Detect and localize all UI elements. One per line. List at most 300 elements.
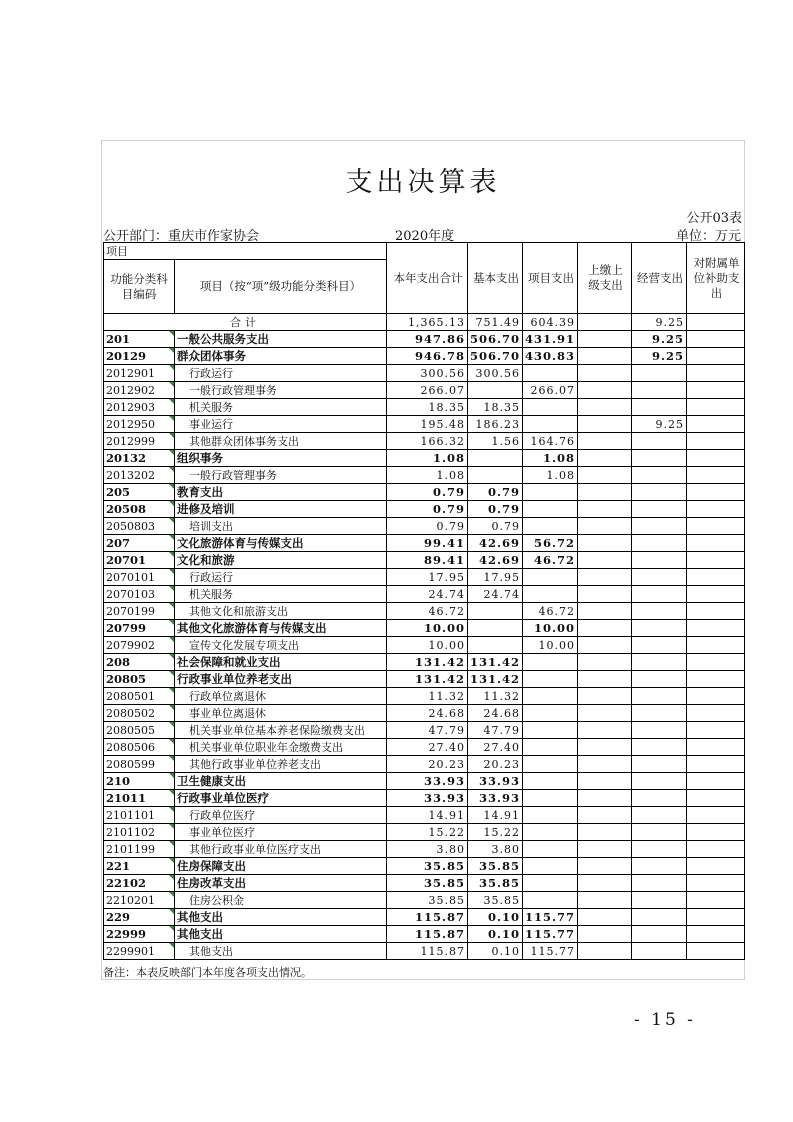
total-business: 9.25 [632,314,687,331]
row-code: 2012950 [104,416,175,433]
row-basic: 24.74 [468,586,523,603]
row-code: 20508 [104,501,175,518]
row-code: 2070101 [104,569,175,586]
unit-label: 单位：万元 [675,229,741,244]
row-upper [578,858,632,875]
row-upper [578,603,632,620]
row-subsidy [687,637,745,654]
table-row [104,773,745,790]
row-upper [578,365,632,382]
row-basic: 0.79 [468,501,523,518]
row-code: 2080506 [104,739,175,756]
row-basic: 47.79 [468,722,523,739]
row-proj: 115.77 [523,926,578,943]
row-proj: 430.83 [523,348,578,365]
row-proj: 56.72 [523,535,578,552]
row-business [632,688,687,705]
row-subsidy [687,586,745,603]
table-row [104,824,745,841]
row-upper [578,688,632,705]
row-code: 2070199 [104,603,175,620]
table-row [104,875,745,892]
row-upper [578,841,632,858]
row-subsidy [687,671,745,688]
row-name: 行政事业单位养老支出 [175,671,387,688]
row-total: 35.85 [387,858,468,875]
row-total: 18.35 [387,399,468,416]
row-subsidy [687,892,745,909]
row-subsidy [687,603,745,620]
row-name: 机关事业单位职业年金缴费支出 [175,739,387,756]
table-row [104,569,745,586]
row-subsidy [687,484,745,501]
row-total: 89.41 [387,552,468,569]
row-business [632,943,687,960]
row-code: 22999 [104,926,175,943]
table-row [104,484,745,501]
header-basic: 基本支出 [468,243,523,314]
row-proj [523,722,578,739]
row-basic: 33.93 [468,773,523,790]
row-upper [578,569,632,586]
table-row [104,331,745,348]
header-code: 功能分类科目编码 [104,260,175,314]
row-proj: 46.72 [523,552,578,569]
row-code: 2012999 [104,433,175,450]
row-proj [523,875,578,892]
row-name: 其他群众团体事务支出 [175,433,387,450]
row-name: 其他支出 [175,909,387,926]
row-code: 2080501 [104,688,175,705]
row-total: 131.42 [387,671,468,688]
row-name: 住房保障支出 [175,858,387,875]
row-basic: 14.91 [468,807,523,824]
row-code: 229 [104,909,175,926]
row-code: 205 [104,484,175,501]
row-proj [523,688,578,705]
row-business [632,501,687,518]
form-code: 公开03表 [686,211,742,226]
department-label: 公开部门：重庆市作家协会 [103,229,260,244]
row-upper [578,467,632,484]
header-proj: 项目支出 [523,243,578,314]
row-name: 其他文化旅游体育与传媒支出 [175,620,387,637]
row-total: 33.93 [387,773,468,790]
row-upper [578,926,632,943]
row-name: 住房改革支出 [175,875,387,892]
row-business [632,773,687,790]
row-total: 35.85 [387,892,468,909]
table-row [104,433,745,450]
row-total: 0.79 [387,518,468,535]
row-subsidy [687,688,745,705]
table-row [104,620,745,637]
row-subsidy [687,943,745,960]
header-business: 经营支出 [632,243,687,314]
row-business [632,654,687,671]
row-proj [523,484,578,501]
row-business: 9.25 [632,348,687,365]
row-upper [578,722,632,739]
row-upper [578,416,632,433]
table-row [104,722,745,739]
table-row [104,552,745,569]
row-basic: 15.22 [468,824,523,841]
row-name: 行政单位离退休 [175,688,387,705]
row-name: 卫生健康支出 [175,773,387,790]
row-basic: 24.68 [468,705,523,722]
row-code: 20129 [104,348,175,365]
row-business [632,926,687,943]
row-name: 其他支出 [175,926,387,943]
row-total: 99.41 [387,535,468,552]
row-business [632,824,687,841]
table-row [104,450,745,467]
row-total: 115.87 [387,943,468,960]
row-subsidy [687,331,745,348]
row-proj [523,416,578,433]
row-upper [578,637,632,654]
row-upper [578,518,632,535]
row-upper [578,620,632,637]
row-name: 机关服务 [175,586,387,603]
row-subsidy [687,756,745,773]
total-row [104,314,745,331]
row-subsidy [687,433,745,450]
row-name: 一般行政管理事务 [175,467,387,484]
row-business [632,399,687,416]
row-subsidy [687,739,745,756]
row-business [632,909,687,926]
row-name: 一般行政管理事务 [175,382,387,399]
footnote-divider [101,979,745,980]
row-subsidy [687,909,745,926]
row-upper [578,552,632,569]
row-name: 培训支出 [175,518,387,535]
row-proj [523,399,578,416]
row-business [632,518,687,535]
row-subsidy [687,382,745,399]
row-code: 20805 [104,671,175,688]
row-business [632,722,687,739]
row-business [632,637,687,654]
row-name: 机关服务 [175,399,387,416]
row-subsidy [687,569,745,586]
row-code: 2101101 [104,807,175,824]
row-upper [578,382,632,399]
row-proj: 431.91 [523,331,578,348]
row-upper [578,739,632,756]
table-row [104,926,745,943]
row-proj: 1.08 [523,467,578,484]
row-proj [523,841,578,858]
row-code: 2299901 [104,943,175,960]
year-label: 2020年度 [395,229,455,244]
row-total: 166.32 [387,433,468,450]
row-upper [578,909,632,926]
row-business [632,892,687,909]
row-upper [578,501,632,518]
row-total: 15.22 [387,824,468,841]
page-number: - 15 - [634,1010,696,1030]
row-basic: 3.80 [468,841,523,858]
row-code: 2012902 [104,382,175,399]
row-total: 35.85 [387,875,468,892]
row-basic [468,450,523,467]
row-basic [468,382,523,399]
row-subsidy [687,501,745,518]
row-subsidy [687,858,745,875]
row-name: 其他支出 [175,943,387,960]
row-business [632,705,687,722]
row-proj [523,569,578,586]
row-subsidy [687,620,745,637]
row-subsidy [687,467,745,484]
row-basic: 17.95 [468,569,523,586]
row-proj [523,790,578,807]
row-basic [468,637,523,654]
total-upper [578,314,632,331]
table-row [104,858,745,875]
row-upper [578,433,632,450]
row-upper [578,807,632,824]
row-name: 教育支出 [175,484,387,501]
row-basic: 1.56 [468,433,523,450]
row-basic: 0.79 [468,518,523,535]
row-name: 行政事业单位医疗 [175,790,387,807]
row-code: 207 [104,535,175,552]
row-total: 14.91 [387,807,468,824]
row-name: 群众团体事务 [175,348,387,365]
row-name: 行政运行 [175,569,387,586]
row-code: 2013202 [104,467,175,484]
row-proj [523,671,578,688]
row-basic: 35.85 [468,892,523,909]
row-upper [578,348,632,365]
row-total: 27.40 [387,739,468,756]
row-total: 131.42 [387,654,468,671]
table-row [104,943,745,960]
row-basic: 35.85 [468,875,523,892]
row-code: 20132 [104,450,175,467]
row-upper [578,892,632,909]
row-proj: 46.72 [523,603,578,620]
row-basic: 33.93 [468,790,523,807]
row-code: 2050803 [104,518,175,535]
row-total: 0.79 [387,484,468,501]
row-subsidy [687,416,745,433]
row-business [632,875,687,892]
row-basic: 300.56 [468,365,523,382]
total-proj: 604.39 [523,314,578,331]
row-basic: 20.23 [468,756,523,773]
header-row-top [104,243,745,260]
row-total: 33.93 [387,790,468,807]
row-proj: 1.08 [523,450,578,467]
table-row [104,501,745,518]
row-code: 2101102 [104,824,175,841]
row-name: 社会保障和就业支出 [175,654,387,671]
row-total: 46.72 [387,603,468,620]
row-upper [578,586,632,603]
table-row [104,671,745,688]
row-proj: 10.00 [523,637,578,654]
row-total: 47.79 [387,722,468,739]
row-name: 一般公共服务支出 [175,331,387,348]
row-upper [578,790,632,807]
total-subsidy [687,314,745,331]
row-code: 2101199 [104,841,175,858]
row-total: 24.68 [387,705,468,722]
expenditure-table [103,242,745,960]
row-name: 文化旅游体育与传媒支出 [175,535,387,552]
row-upper [578,671,632,688]
row-code: 21011 [104,790,175,807]
row-business [632,739,687,756]
row-total: 1.08 [387,450,468,467]
row-subsidy [687,841,745,858]
row-total: 300.56 [387,365,468,382]
header-upper: 上缴上级支出 [578,243,632,314]
row-total: 266.07 [387,382,468,399]
total-total: 1,365.13 [387,314,468,331]
row-proj [523,773,578,790]
row-name: 其他文化和旅游支出 [175,603,387,620]
row-business [632,450,687,467]
row-total: 1.08 [387,467,468,484]
row-subsidy [687,722,745,739]
row-subsidy [687,399,745,416]
row-business [632,382,687,399]
row-subsidy [687,875,745,892]
table-row [104,790,745,807]
row-basic: 506.70 [468,348,523,365]
row-upper [578,943,632,960]
row-subsidy [687,773,745,790]
row-upper [578,875,632,892]
row-upper [578,824,632,841]
table-row [104,739,745,756]
row-basic: 11.32 [468,688,523,705]
row-proj [523,586,578,603]
header-project: 项目 [104,243,387,260]
row-name: 文化和旅游 [175,552,387,569]
row-proj [523,365,578,382]
table-row [104,535,745,552]
row-business [632,365,687,382]
row-business [632,671,687,688]
row-subsidy [687,552,745,569]
table-row [104,382,745,399]
row-business: 9.25 [632,416,687,433]
table-row [104,807,745,824]
table-row [104,416,745,433]
row-name: 机关事业单位基本养老保险缴费支出 [175,722,387,739]
row-total: 946.78 [387,348,468,365]
table-row [104,637,745,654]
row-code: 2080502 [104,705,175,722]
row-proj [523,739,578,756]
row-basic: 506.70 [468,331,523,348]
row-name: 事业单位医疗 [175,824,387,841]
row-code: 201 [104,331,175,348]
row-name: 行政单位医疗 [175,807,387,824]
row-basic [468,620,523,637]
row-proj [523,756,578,773]
row-basic: 0.10 [468,909,523,926]
row-subsidy [687,824,745,841]
header-total: 本年支出合计 [387,243,468,314]
table-row [104,892,745,909]
row-code: 2070103 [104,586,175,603]
row-code: 221 [104,858,175,875]
table-row [104,688,745,705]
total-label: 合计 [104,314,387,331]
row-basic: 35.85 [468,858,523,875]
row-basic [468,467,523,484]
row-subsidy [687,518,745,535]
row-total: 0.79 [387,501,468,518]
row-business [632,620,687,637]
table-row [104,365,745,382]
table-row [104,603,745,620]
table-row [104,348,745,365]
row-subsidy [687,790,745,807]
row-total: 11.32 [387,688,468,705]
total-basic: 751.49 [468,314,523,331]
row-subsidy [687,450,745,467]
row-business [632,756,687,773]
row-proj [523,824,578,841]
row-basic: 18.35 [468,399,523,416]
row-proj: 115.77 [523,943,578,960]
row-code: 2012903 [104,399,175,416]
row-name: 其他行政事业单位养老支出 [175,756,387,773]
row-code: 208 [104,654,175,671]
row-code: 210 [104,773,175,790]
header-subsidy: 对附属单位补助支出 [687,243,745,314]
row-basic: 186.23 [468,416,523,433]
row-subsidy [687,705,745,722]
row-basic: 42.69 [468,552,523,569]
row-basic: 27.40 [468,739,523,756]
row-total: 115.87 [387,926,468,943]
row-subsidy [687,535,745,552]
row-basic: 0.10 [468,926,523,943]
table-row [104,909,745,926]
row-proj [523,807,578,824]
row-proj [523,705,578,722]
row-name: 组织事务 [175,450,387,467]
footnote: 备注：本表反映部门本年度各项支出情况。 [103,966,312,979]
row-upper [578,450,632,467]
row-code: 20799 [104,620,175,637]
row-subsidy [687,365,745,382]
row-basic: 131.42 [468,654,523,671]
row-total: 947.86 [387,331,468,348]
row-code: 2210201 [104,892,175,909]
row-total: 10.00 [387,620,468,637]
row-business [632,603,687,620]
row-subsidy [687,807,745,824]
row-code: 22102 [104,875,175,892]
row-proj [523,654,578,671]
row-upper [578,331,632,348]
row-total: 115.87 [387,909,468,926]
row-business [632,467,687,484]
info-row [103,224,743,242]
row-basic: 0.79 [468,484,523,501]
